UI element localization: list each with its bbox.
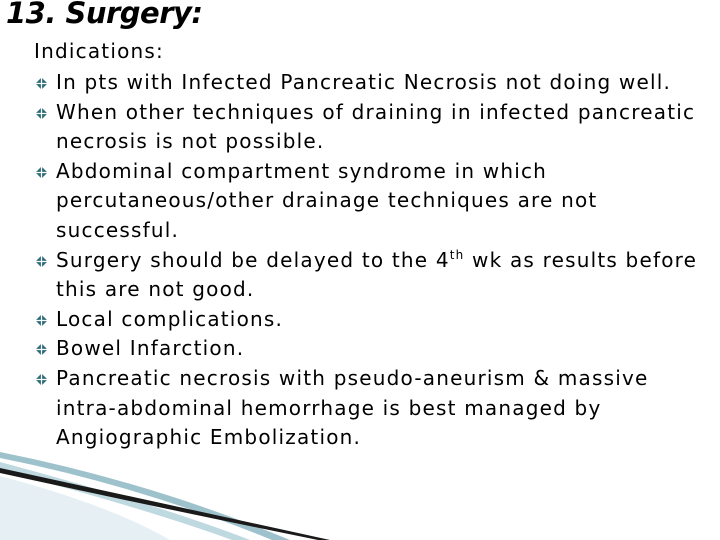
list-item (34, 305, 714, 335)
ordinal-superscript: th (449, 247, 465, 262)
list-item (34, 364, 714, 453)
section-heading: Indications: (34, 39, 164, 63)
diamond-bullet-icon (35, 343, 48, 356)
list-item-text-after: wk as results before this are not good. (56, 247, 698, 302)
list-item-text: Local complications. (56, 306, 284, 331)
list-item-text: Pancreatic necrosis with pseudo-aneurism & massive intra-abdominal hemorrhage is best managed by Angiographic Embolization. (56, 365, 649, 450)
diamond-bullet-icon (35, 166, 48, 179)
list-item (34, 246, 714, 305)
list-item (34, 157, 714, 246)
list-item-text: In pts with Infected Pancreatic Necrosis not doing well. (56, 70, 672, 94)
diamond-bullet-icon (35, 314, 48, 327)
diamond-bullet-icon (35, 107, 48, 120)
list-item (34, 334, 714, 364)
list-item-text: Abdominal compartment syndrome in which percutaneous/other drainage techniques are not successful. (56, 158, 598, 242)
list-item (34, 68, 714, 98)
list-item-text-before: Surgery should be delayed to the 4 (56, 247, 450, 272)
diamond-bullet-icon (35, 373, 48, 386)
list-item (34, 98, 714, 157)
list-item-text: Bowel Infarction. (56, 336, 245, 361)
list-item-text: When other techniques of draining in infected pancreatic necrosis is not possible. (56, 99, 696, 154)
slide-title: 13. Surgery: (6, 0, 203, 30)
diamond-bullet-icon (35, 77, 48, 90)
diamond-bullet-icon (35, 255, 48, 268)
indications-list (34, 68, 714, 453)
